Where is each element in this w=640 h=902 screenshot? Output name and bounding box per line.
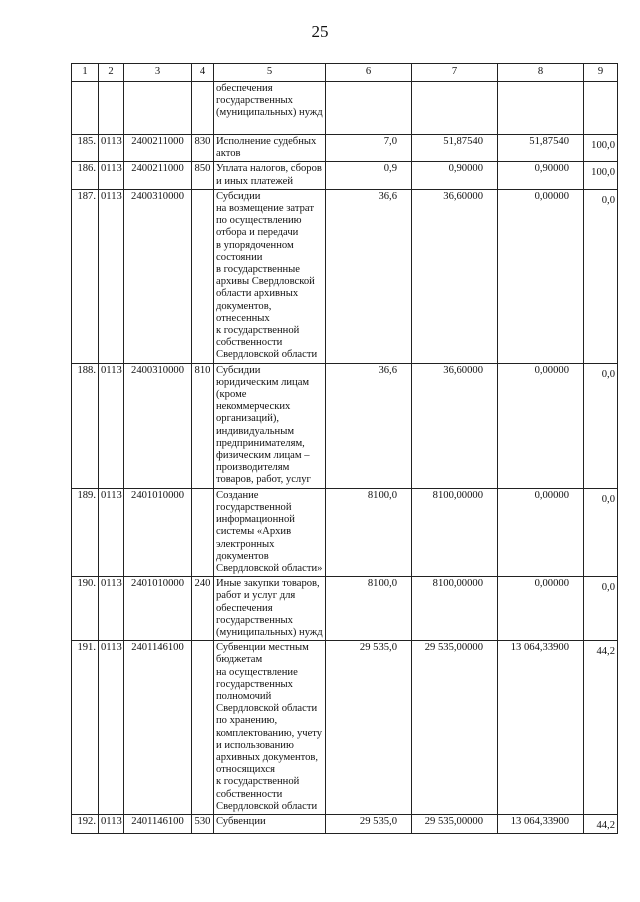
header-cell: 4 — [192, 64, 214, 82]
clarified-amount: 8100,00000 — [412, 577, 498, 641]
item-name: Субвенции — [214, 814, 326, 833]
executed-amount: 0,90000 — [498, 162, 584, 189]
continuation-name: обеспечения государственных (муниципальных) нужд — [214, 82, 326, 135]
clarified-amount: 0,90000 — [412, 162, 498, 189]
clarified-amount: 29 535,00000 — [412, 641, 498, 815]
item-name: Иные закупки товаров, работ и услуг для обеспечения государственных (муниципальных) нужд — [214, 577, 326, 641]
expense-type-code: 810 — [192, 363, 214, 488]
item-name: Уплата налогов, сборов и иных платежей — [214, 162, 326, 189]
execution-percent: 0,0 — [584, 488, 618, 576]
target-code: 2401010000 — [124, 488, 192, 576]
planned-amount: 8100,0 — [326, 577, 412, 641]
expense-type-code: 240 — [192, 577, 214, 641]
execution-percent: 0,0 — [584, 189, 618, 363]
table-row — [72, 641, 618, 815]
row-number: 185. — [72, 135, 99, 162]
target-code: 2401146100 — [124, 641, 192, 815]
executed-amount: 0,00000 — [498, 577, 584, 641]
header-cell: 8 — [498, 64, 584, 82]
planned-amount: 29 535,0 — [326, 641, 412, 815]
planned-amount: 8100,0 — [326, 488, 412, 576]
target-code: 2400310000 — [124, 189, 192, 363]
row-number: 186. — [72, 162, 99, 189]
table-row — [72, 363, 618, 488]
row-number: 187. — [72, 189, 99, 363]
section-code: 0113 — [99, 135, 124, 162]
execution-percent: 0,0 — [584, 363, 618, 488]
target-code: 2401146100 — [124, 814, 192, 833]
execution-percent: 0,0 — [584, 577, 618, 641]
expense-type-code — [192, 488, 214, 576]
expense-type-code: 830 — [192, 135, 214, 162]
target-code: 2400310000 — [124, 363, 192, 488]
section-code: 0113 — [99, 488, 124, 576]
item-name: Субвенции местным бюджетам на осуществление государственных полномочий Свердловской области по хранению, комплектованию, учету и использованию архивных документов, относящихся к государственной собственности Свердловской области — [214, 641, 326, 815]
execution-percent: 100,0 — [584, 135, 618, 162]
section-code: 0113 — [99, 189, 124, 363]
section-code: 0113 — [99, 162, 124, 189]
target-code: 2401010000 — [124, 577, 192, 641]
executed-amount: 51,87540 — [498, 135, 584, 162]
row-number: 191. — [72, 641, 99, 815]
execution-percent: 100,0 — [584, 162, 618, 189]
table-row — [72, 162, 618, 189]
header-cell: 2 — [99, 64, 124, 82]
table-row — [72, 488, 618, 576]
row-number: 189. — [72, 488, 99, 576]
executed-amount: 0,00000 — [498, 488, 584, 576]
planned-amount: 36,6 — [326, 363, 412, 488]
target-code: 2400211000 — [124, 135, 192, 162]
header-row — [72, 64, 618, 82]
item-name: Создание государственной информационной системы «Архив электронных документов Свердловской области» — [214, 488, 326, 576]
clarified-amount: 29 535,00000 — [412, 814, 498, 833]
section-code: 0113 — [99, 363, 124, 488]
table-row — [72, 135, 618, 162]
planned-amount: 0,9 — [326, 162, 412, 189]
clarified-amount: 51,87540 — [412, 135, 498, 162]
executed-amount: 0,00000 — [498, 363, 584, 488]
section-code: 0113 — [99, 814, 124, 833]
header-cell: 6 — [326, 64, 412, 82]
section-code: 0113 — [99, 641, 124, 815]
planned-amount: 36,6 — [326, 189, 412, 363]
header-cell: 1 — [72, 64, 99, 82]
budget-table — [71, 63, 618, 834]
header-cell: 9 — [584, 64, 618, 82]
table-row — [72, 814, 618, 833]
page-number: 25 — [311, 22, 329, 41]
execution-percent: 44,2 — [584, 641, 618, 815]
table-row — [72, 189, 618, 363]
item-name: Субсидии юридическим лицам (кроме некоммерческих организаций), индивидуальным предпринимателям, физическим лицам – производителям товаров, работ, услуг — [214, 363, 326, 488]
section-code: 0113 — [99, 577, 124, 641]
row-number: 192. — [72, 814, 99, 833]
execution-percent: 44,2 — [584, 814, 618, 833]
expense-type-code — [192, 189, 214, 363]
item-name: Исполнение судебных актов — [214, 135, 326, 162]
header-cell: 7 — [412, 64, 498, 82]
row-number: 188. — [72, 363, 99, 488]
clarified-amount: 36,60000 — [412, 363, 498, 488]
executed-amount: 13 064,33900 — [498, 641, 584, 815]
header-cell: 3 — [124, 64, 192, 82]
expense-type-code — [192, 641, 214, 815]
item-name: Субсидии на возмещение затрат по осуществлению отбора и передачи в упорядоченном состоянии в государственные архивы Свердловской области архивных документов, отнесенных к государственной собственности Свердловской области — [214, 189, 326, 363]
clarified-amount: 36,60000 — [412, 189, 498, 363]
executed-amount: 13 064,33900 — [498, 814, 584, 833]
clarified-amount: 8100,00000 — [412, 488, 498, 576]
continuation-row — [72, 82, 618, 135]
header-cell: 5 — [214, 64, 326, 82]
planned-amount: 29 535,0 — [326, 814, 412, 833]
expense-type-code: 530 — [192, 814, 214, 833]
executed-amount: 0,00000 — [498, 189, 584, 363]
row-number: 190. — [72, 577, 99, 641]
table-row — [72, 577, 618, 641]
expense-type-code: 850 — [192, 162, 214, 189]
target-code: 2400211000 — [124, 162, 192, 189]
planned-amount: 7,0 — [326, 135, 412, 162]
